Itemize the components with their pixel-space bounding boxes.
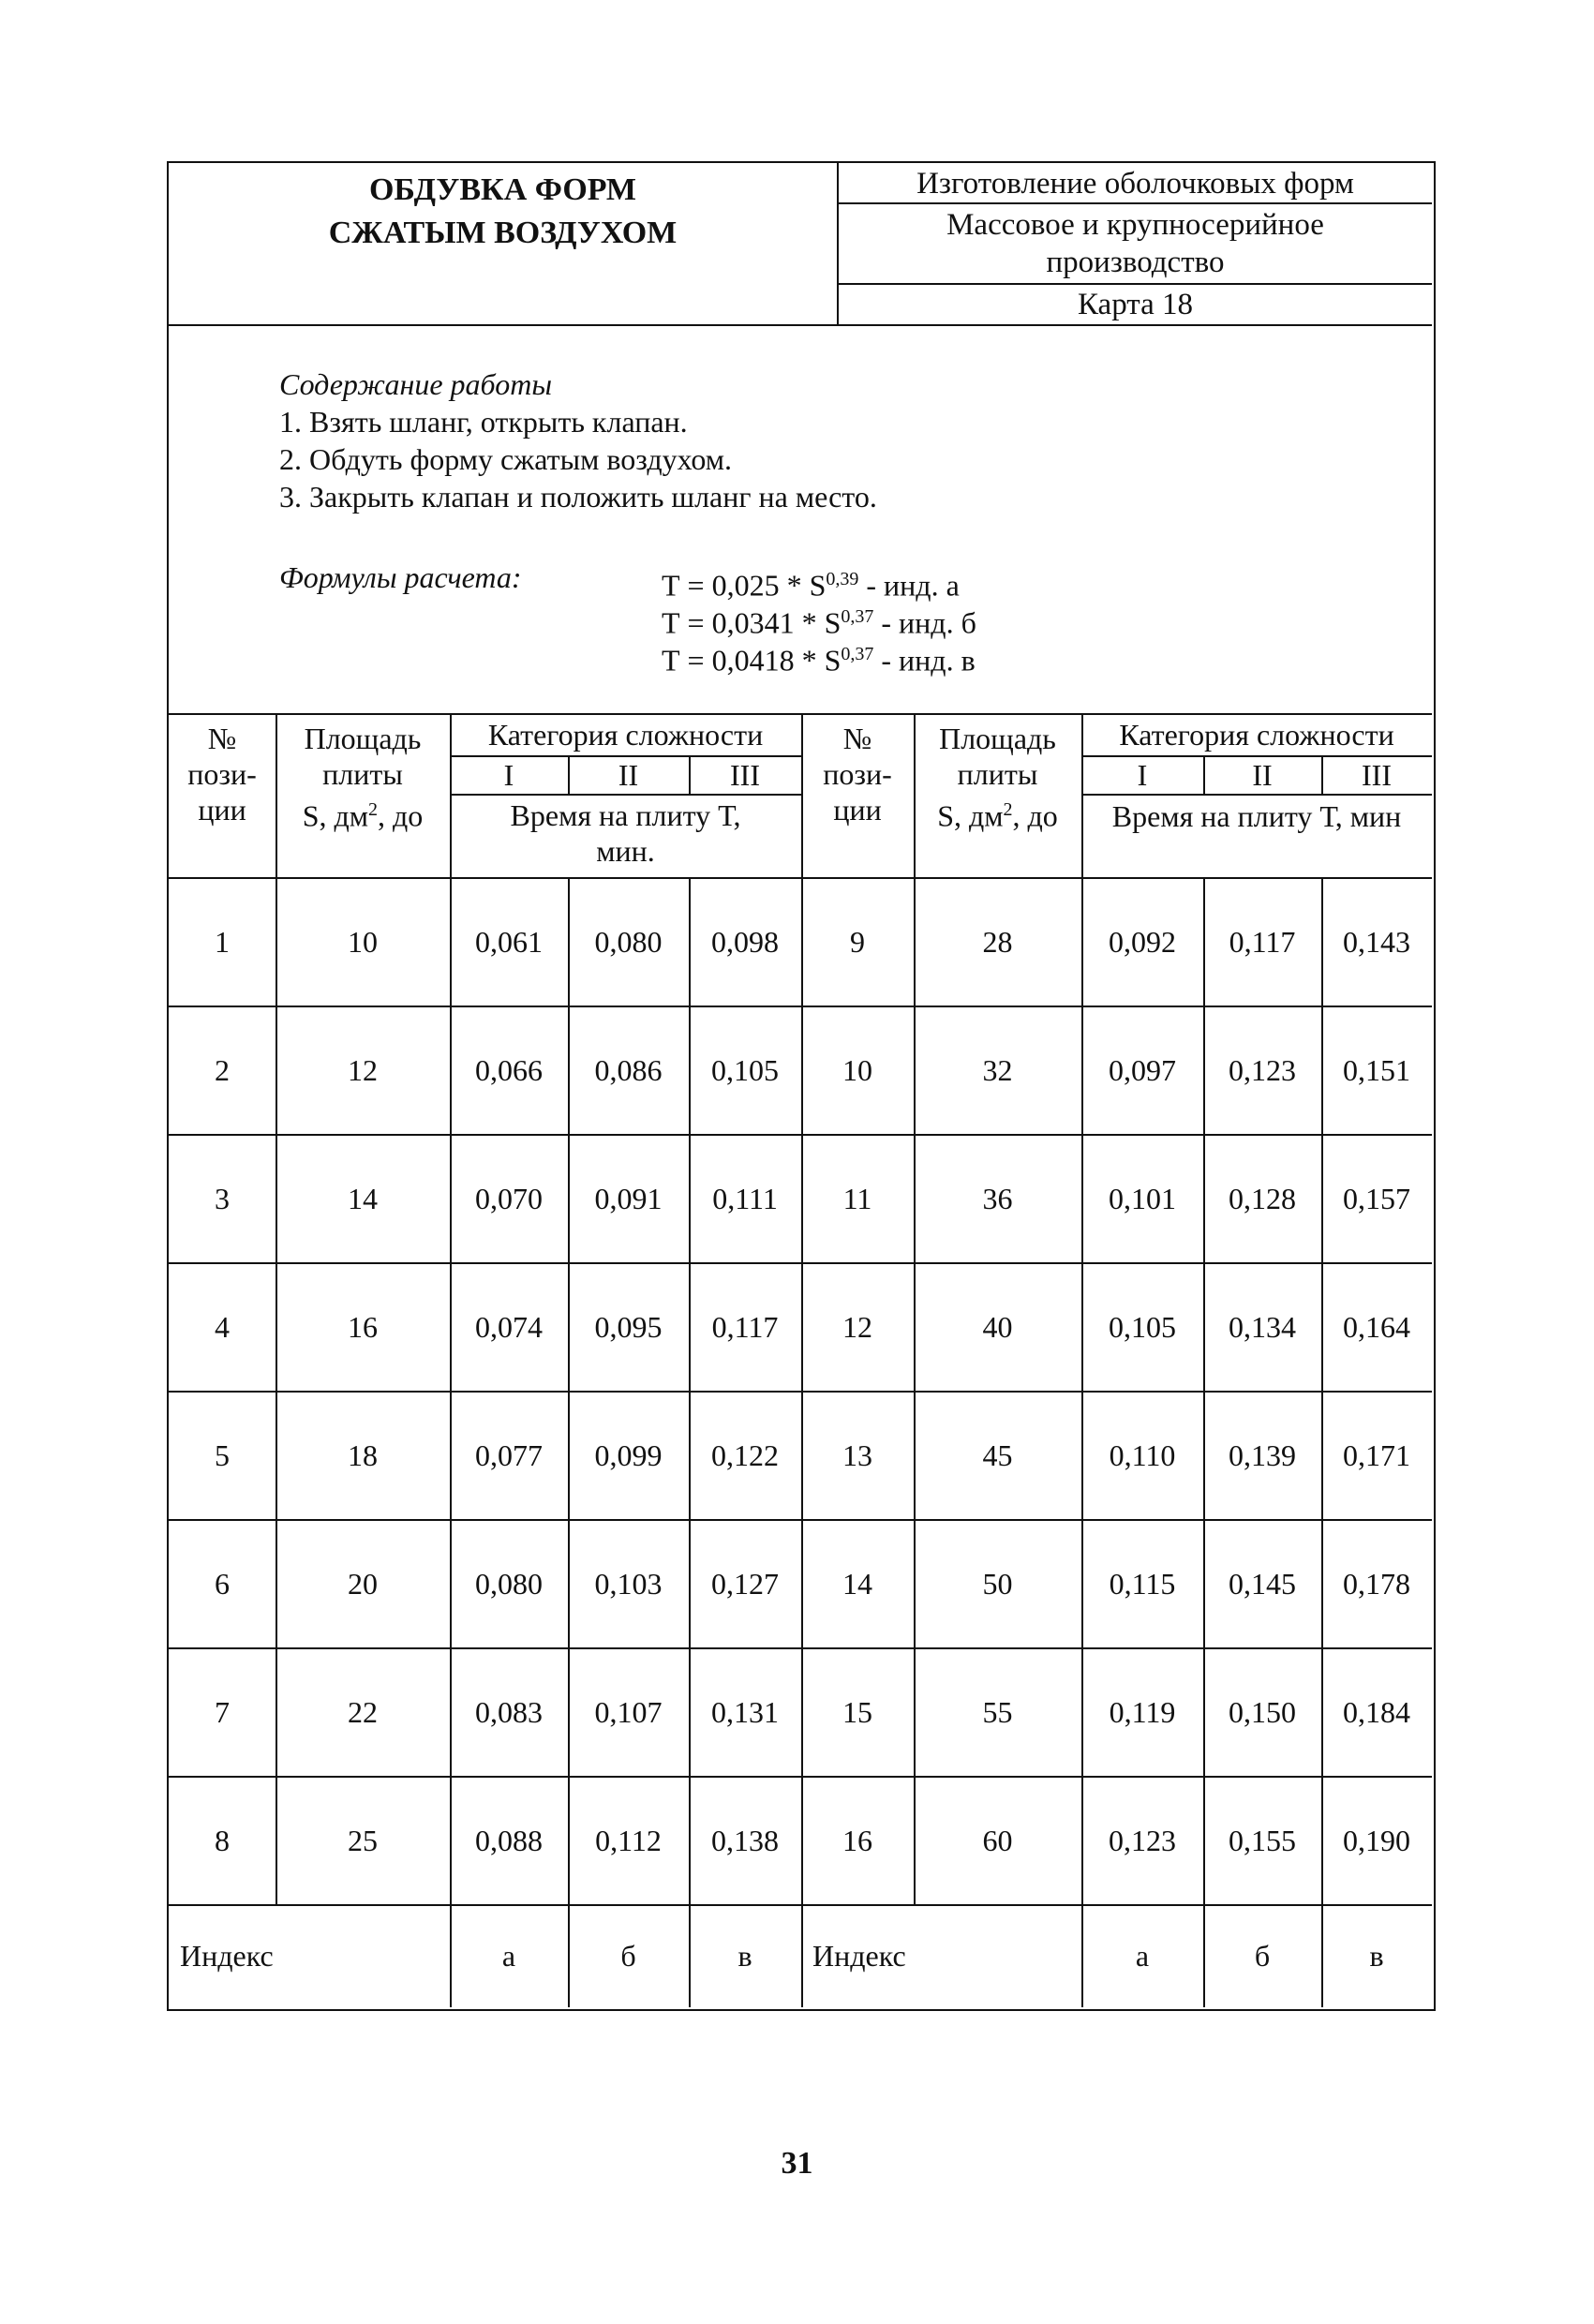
table-cell-time-cat-1: 0,066: [475, 1052, 543, 1087]
header-rule: [839, 202, 1432, 204]
table-cell-position: 5: [215, 1438, 230, 1472]
table-cell-time-cat-2: 0,128: [1229, 1181, 1296, 1215]
table-cell-time-cat-3: 0,171: [1343, 1438, 1410, 1472]
table-cell-area: 55: [982, 1694, 1013, 1729]
table-cell-time-cat-3: 0,151: [1343, 1052, 1410, 1087]
work-step: 1. Взять шланг, открыть клапан.: [279, 405, 688, 439]
formula-a: Т = 0,025 * S$^{0,39}$ - инд. а: [662, 568, 960, 603]
header-rule: [839, 283, 1432, 285]
title-line-1: ОБДУВКА ФОРМ: [368, 172, 637, 207]
table-cell-position: 11: [842, 1181, 872, 1215]
header-area: [276, 713, 450, 877]
table-cell-area: 36: [982, 1181, 1013, 1215]
table-cell-position: 14: [842, 1566, 872, 1601]
header-position-line: пози-: [823, 757, 892, 791]
table-cell-position: 1: [215, 924, 230, 959]
table-cell-time-cat-1: 0,101: [1109, 1181, 1176, 1215]
table-cell-area: 20: [348, 1566, 378, 1601]
table-cell-position: 12: [842, 1309, 872, 1344]
card-number: Карта 18: [1077, 288, 1193, 321]
index-b: б: [1254, 1939, 1271, 1973]
index-a: а: [1135, 1939, 1150, 1973]
header-area-line: плиты: [957, 757, 1038, 791]
table-cell-position: 4: [215, 1309, 230, 1344]
index-b: б: [620, 1939, 636, 1973]
table-cell-position: 3: [215, 1181, 230, 1215]
table-cell-time-cat-3: 0,122: [711, 1438, 779, 1472]
table-cell-area: 22: [348, 1694, 378, 1729]
table-cell-area: 18: [348, 1438, 378, 1472]
table-cell-area: 32: [982, 1052, 1013, 1087]
table-cell-area: 50: [982, 1566, 1013, 1601]
header-category-1: I: [503, 757, 514, 792]
production-type: [839, 206, 1432, 281]
table-cell-position: 9: [850, 924, 865, 959]
index-label: Индекс: [180, 1939, 274, 1973]
header-position-line: №: [842, 722, 872, 755]
header-category: Категория сложности: [1119, 717, 1394, 752]
index-c: в: [1369, 1939, 1384, 1973]
table-cell-time-cat-2: 0,091: [594, 1181, 663, 1215]
table-cell-time-cat-2: 0,099: [594, 1438, 663, 1472]
table-cell-time-cat-3: 0,157: [1343, 1181, 1410, 1215]
table-cell-area: 28: [982, 924, 1013, 959]
table-cell-time-cat-2: 0,139: [1229, 1438, 1296, 1472]
table-cell-time-cat-1: 0,123: [1109, 1823, 1176, 1857]
table-cell-area: 25: [348, 1823, 378, 1857]
page-number: 31: [781, 2146, 813, 2181]
header-time: Время на плиту Т, мин: [1111, 799, 1402, 833]
table-cell-time-cat-1: 0,077: [475, 1438, 543, 1472]
table-cell-time-cat-1: 0,110: [1109, 1438, 1176, 1472]
header-position-line: пози-: [187, 757, 257, 791]
index-a: а: [501, 1939, 516, 1973]
table-cell-time-cat-1: 0,105: [1109, 1309, 1176, 1344]
table-cell-time-cat-3: 0,098: [711, 924, 779, 959]
table-cell-time-cat-2: 0,155: [1229, 1823, 1296, 1857]
table-cell-time-cat-3: 0,117: [711, 1309, 779, 1344]
header-area-line: Площадь: [939, 722, 1056, 755]
table-cell-time-cat-1: 0,115: [1109, 1566, 1176, 1601]
table-cell-position: 13: [842, 1438, 872, 1472]
header-position-line: ции: [198, 793, 246, 827]
header-area-line: S, $дм^2$, до: [302, 798, 424, 833]
table-cell-position: 10: [842, 1052, 872, 1087]
header-area-line: плиты: [322, 757, 403, 791]
formula-b: Т = 0,0341 * S$^{0,37}$ - инд. б: [662, 605, 976, 640]
table-cell-time-cat-1: 0,097: [1109, 1052, 1176, 1087]
production-line-1: Массовое и крупносерийное: [946, 208, 1324, 242]
index-c: в: [737, 1939, 752, 1973]
table-cell-area: 10: [348, 924, 378, 959]
work-content: [279, 365, 877, 515]
table-cell-time-cat-3: 0,184: [1343, 1694, 1410, 1729]
header-bottom-rule: [169, 324, 1432, 326]
header-category-2: II: [1252, 757, 1273, 792]
table-cell-position: 16: [842, 1823, 872, 1857]
table-cell-time-cat-1: 0,074: [475, 1309, 543, 1344]
table-cell-time-cat-1: 0,083: [475, 1694, 543, 1729]
table-cell-position: 8: [215, 1823, 230, 1857]
table-cell-time-cat-1: 0,092: [1109, 924, 1176, 959]
table-cell-position: 7: [215, 1694, 230, 1729]
table-cell-time-cat-2: 0,123: [1229, 1052, 1296, 1087]
table-cell-position: 15: [842, 1694, 872, 1729]
table-cell-time-cat-3: 0,111: [712, 1181, 778, 1215]
work-step: 2. Обдуть форму сжатым воздухом.: [279, 442, 733, 476]
header-area-line: S, $дм^2$, до: [937, 798, 1058, 833]
work-content-title: Содержание работы: [279, 367, 552, 401]
table-cell-time-cat-3: 0,164: [1343, 1309, 1410, 1344]
table-cell-time-cat-3: 0,105: [711, 1052, 779, 1087]
table-cell-area: 40: [982, 1309, 1013, 1344]
table-cell-time-cat-2: 0,107: [594, 1694, 663, 1729]
header-position: [169, 713, 276, 877]
table-cell-time-cat-3: 0,190: [1343, 1823, 1410, 1857]
header-category-1: I: [1137, 757, 1148, 792]
table-cell-time-cat-1: 0,088: [475, 1823, 543, 1857]
card-title: [169, 163, 837, 324]
header-area: [914, 713, 1081, 877]
table-cell-time-cat-3: 0,138: [711, 1823, 779, 1857]
title-line-2: СЖАТЫМ ВОЗДУХОМ: [328, 216, 678, 250]
header-position-line: ции: [833, 793, 882, 827]
table-cell-time-cat-1: 0,061: [475, 924, 543, 959]
header-time: Время на плиту Т, мин.: [510, 798, 741, 868]
header-position: [801, 713, 914, 877]
table-cell-position: 6: [215, 1566, 230, 1601]
table-cell-area: 60: [982, 1823, 1013, 1857]
header-category-2: II: [618, 757, 639, 792]
table-cell-area: 12: [348, 1052, 378, 1087]
table-cell-area: 14: [348, 1181, 378, 1215]
table-cell-time-cat-1: 0,070: [475, 1181, 543, 1215]
header-position-line: №: [207, 722, 237, 755]
header-category-3: III: [730, 757, 760, 792]
table-cell-area: 45: [982, 1438, 1013, 1472]
table-cell-time-cat-2: 0,145: [1229, 1566, 1296, 1601]
header-category: Категория сложности: [487, 717, 764, 752]
table-cell-time-cat-2: 0,112: [595, 1823, 662, 1857]
table-cell-time-cat-1: 0,119: [1109, 1694, 1176, 1729]
table-cell-time-cat-2: 0,150: [1229, 1694, 1296, 1729]
table-cell-time-cat-2: 0,134: [1229, 1309, 1296, 1344]
work-step: 3. Закрыть клапан и положить шланг на место.: [279, 480, 877, 514]
process-name: Изготовление оболочковых форм: [916, 167, 1354, 201]
table-cell-time-cat-2: 0,117: [1229, 924, 1296, 959]
header-area-line: Площадь: [304, 722, 422, 755]
table-cell-time-cat-2: 0,080: [594, 924, 663, 959]
table-cell-time-cat-3: 0,143: [1343, 924, 1410, 959]
index-label: Индекс: [812, 1939, 906, 1973]
header-category-3: III: [1362, 757, 1392, 792]
table-cell-time-cat-2: 0,103: [594, 1566, 663, 1601]
table-cell-area: 16: [348, 1309, 378, 1344]
table-cell-time-cat-1: 0,080: [475, 1566, 543, 1601]
table-cell-position: 2: [215, 1052, 230, 1087]
table-cell-time-cat-3: 0,131: [711, 1694, 779, 1729]
table-cell-time-cat-2: 0,095: [594, 1309, 663, 1344]
table-cell-time-cat-2: 0,086: [594, 1052, 663, 1087]
formula-c: Т = 0,0418 * S$^{0,37}$ - инд. в: [662, 643, 976, 678]
table-cell-time-cat-3: 0,127: [711, 1566, 779, 1601]
production-line-2: производство: [1046, 246, 1225, 279]
table-cell-time-cat-3: 0,178: [1343, 1566, 1410, 1601]
formulas-label: Формулы расчета:: [279, 560, 522, 594]
